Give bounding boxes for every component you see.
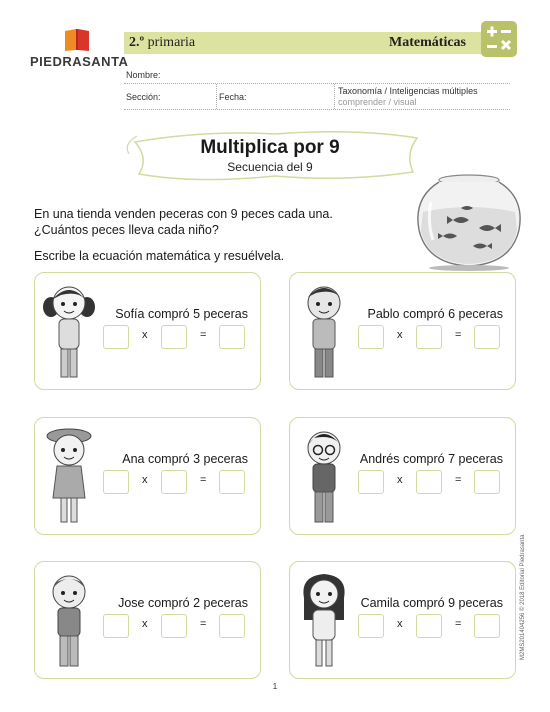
result-input[interactable] <box>474 614 500 638</box>
factor-input-2[interactable] <box>416 325 442 349</box>
header-bar <box>124 32 492 54</box>
logo-text: PIEDRASANTA <box>30 54 129 69</box>
card-label: Camila compró 9 peceras <box>360 596 503 610</box>
copyright-text: M2MS201404256 © 2018 Editorial Piedrasanta <box>520 534 526 660</box>
section-label: Sección: <box>126 92 161 102</box>
subject-title: Matemáticas <box>389 35 466 50</box>
equals-sign: = <box>200 618 207 630</box>
factor-input-2[interactable] <box>416 470 442 494</box>
boy-illustration <box>296 279 352 385</box>
factor-input-2[interactable] <box>161 614 187 638</box>
instruction-block <box>34 206 333 238</box>
factor-input-1[interactable] <box>358 470 384 494</box>
factor-input-1[interactable] <box>103 325 129 349</box>
instruction-line-3: Escribe la ecuación matemática y resuélvela. <box>34 249 285 263</box>
exercise-card-andres <box>289 417 516 535</box>
factor-input-2[interactable] <box>161 470 187 494</box>
grade-number: 2.º <box>129 35 145 50</box>
book-logo-icon <box>63 28 91 52</box>
card-label: Sofía compró 5 peceras <box>115 307 248 321</box>
math-operations-icon <box>481 21 517 57</box>
equals-sign: = <box>455 474 462 486</box>
instruction-line-2: ¿Cuántos peces lleva cada niño? <box>34 223 219 237</box>
taxonomy-detail: comprender / visual <box>338 97 417 107</box>
result-input[interactable] <box>474 470 500 494</box>
instruction-line-1: En una tienda venden peceras con 9 peces cada una. <box>34 207 333 221</box>
times-sign: x <box>142 474 148 486</box>
worksheet-subtitle: Secuencia del 9 <box>227 160 313 174</box>
result-input[interactable] <box>219 470 245 494</box>
taxonomy-label: Taxonomía / Inteligencias múltiples <box>338 86 478 96</box>
equals-sign: = <box>200 329 207 341</box>
equals-sign: = <box>455 618 462 630</box>
card-label: Pablo compró 6 peceras <box>367 307 503 321</box>
card-label: Ana compró 3 peceras <box>122 452 248 466</box>
factor-input-1[interactable] <box>358 614 384 638</box>
grade-label <box>129 35 195 51</box>
fishbowl-illustration <box>413 172 525 272</box>
girl-illustration <box>41 279 97 385</box>
times-sign: x <box>142 618 148 630</box>
girl-hat-illustration <box>41 424 97 530</box>
result-input[interactable] <box>474 325 500 349</box>
name-label: Nombre: <box>126 70 161 80</box>
exercise-card-ana <box>34 417 261 535</box>
date-label: Fecha: <box>216 84 247 109</box>
section-date-row <box>124 84 510 110</box>
times-sign: x <box>397 618 403 630</box>
worksheet-title: Multiplica por 9 <box>200 137 340 158</box>
girl-illustration <box>296 568 352 674</box>
times-sign: x <box>397 474 403 486</box>
result-input[interactable] <box>219 325 245 349</box>
page-number: 1 <box>272 682 278 691</box>
boy-glasses-illustration <box>296 424 352 530</box>
result-input[interactable] <box>219 614 245 638</box>
grade-level: primaria <box>147 35 196 50</box>
equals-sign: = <box>455 329 462 341</box>
boy-illustration <box>41 568 97 674</box>
times-sign: x <box>142 329 148 341</box>
times-sign: x <box>397 329 403 341</box>
factor-input-1[interactable] <box>358 325 384 349</box>
factor-input-1[interactable] <box>103 470 129 494</box>
name-row <box>124 60 510 84</box>
card-label: Andrés compró 7 peceras <box>359 452 503 466</box>
factor-input-2[interactable] <box>416 614 442 638</box>
equals-sign: = <box>200 474 207 486</box>
exercise-card-sofia <box>34 272 261 390</box>
exercise-card-camila <box>289 561 516 679</box>
factor-input-2[interactable] <box>161 325 187 349</box>
exercise-card-jose <box>34 561 261 679</box>
taxonomy-cell <box>334 84 478 109</box>
factor-input-1[interactable] <box>103 614 129 638</box>
card-label: Jose compró 2 peceras <box>118 596 248 610</box>
exercise-card-pablo <box>289 272 516 390</box>
